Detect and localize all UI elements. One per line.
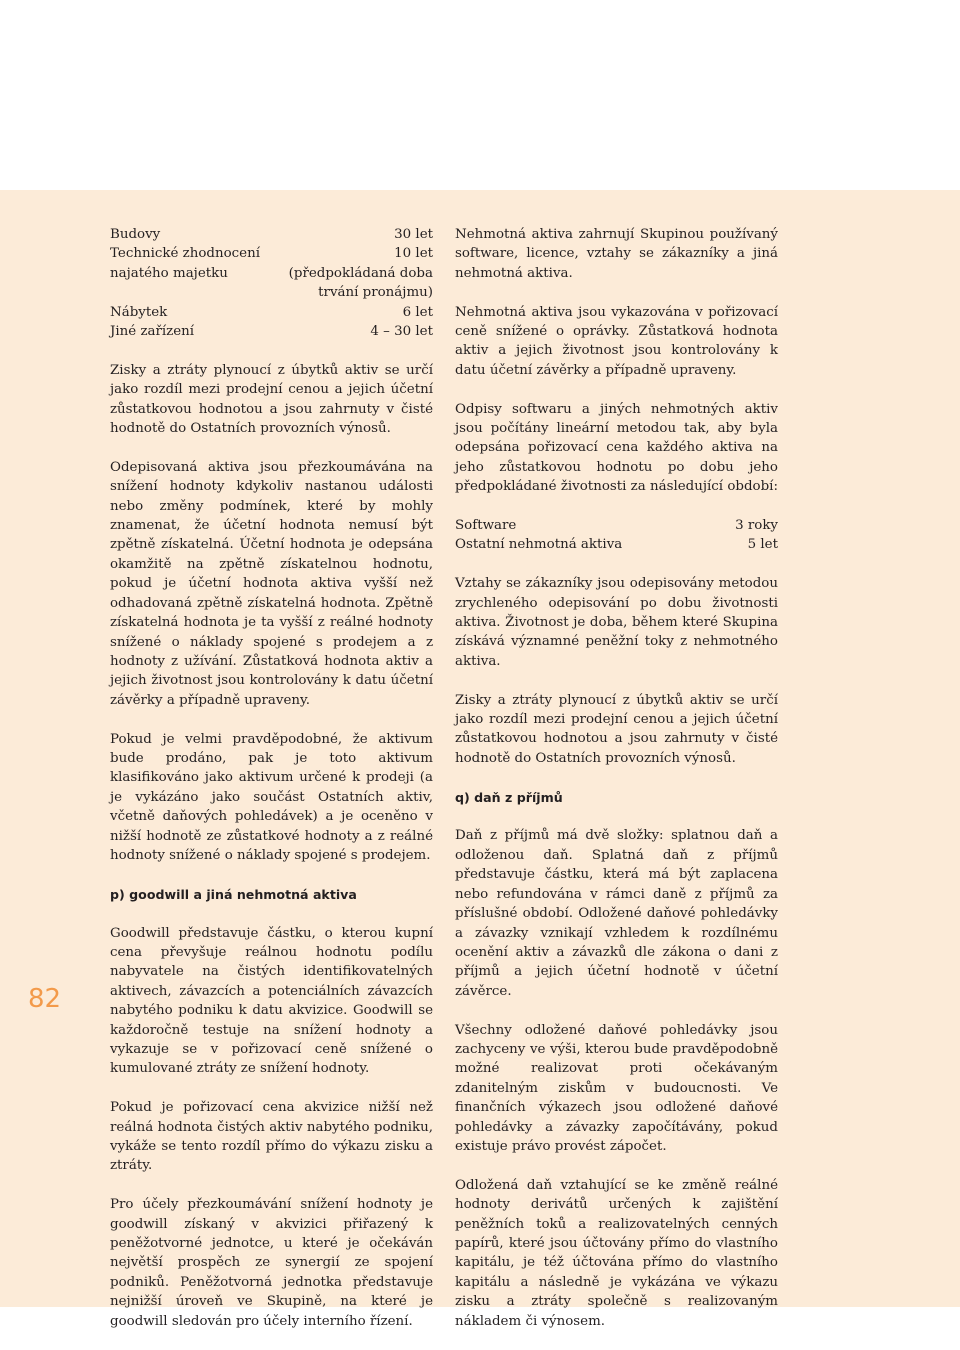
table-row <box>455 535 778 554</box>
tangible-assets-life-table <box>110 225 433 341</box>
asset-label: Jiné zařízení <box>110 324 195 340</box>
asset-label: Nábytek <box>110 304 168 320</box>
paragraph: Všechny odložené daňové pohledávky jsou zachyceny ve výši, kterou bude pravděpodobně možné realizovat proti očekávaným zdanitelným ziskům v budoucnosti. Ve finančních výkazech jsou odložené daňové pohledávky a závazky započítávány, pokud existuje právo provést zápočet. <box>455 1022 778 1154</box>
intangible-assets-life-table <box>455 516 778 555</box>
paragraph: Nehmotná aktiva zahrnují Skupinou používaný software, licence, vztahy se zákazníky a jiná nehmotná aktiva. <box>455 227 778 281</box>
asset-label: Ostatní nehmotná aktiva <box>455 537 623 553</box>
asset-label: Budovy <box>110 227 161 242</box>
paragraph: Goodwill představuje částku, o kterou kupní cena převyšuje reálnou hodnotu podílu nabyvatele na čistých identifikovatelných aktivech, závazcích a potenciálních závazcích nabytého podniku k datu akvizice. Goodwill se každoročně testuje na snížení hodnoty a vykazuje se v pořizovací ceně snížené o kumulované ztráty ze snížení hodnoty. <box>110 925 433 1077</box>
paragraph: Nehmotná aktiva jsou vykazována v pořizovací ceně snížené o oprávky. Zůstatková hodnota aktiv a jejich životnost jsou kontrolovány k datu účetní závěrky a případně upraveny. <box>455 304 778 378</box>
asset-life: 30 let <box>394 227 433 242</box>
asset-life: 5 let <box>747 537 778 553</box>
paragraph: Vztahy se zákazníky jsou odepisovány metodou zrychleného odepisování po dobu životnosti aktiva. Životnost je doba, během které Skupina získává významné peněžní toky z nehmotného aktiva. <box>455 576 778 669</box>
table-row <box>110 244 433 302</box>
paragraph: Zisky a ztráty plynoucí z úbytků aktiv se určí jako rozdíl mezi prodejní cenou a jejich účetní zůstatkovou hodnotou a jsou zahrnuty v čisté hodnotě do Ostatních provozních výnosů. <box>110 362 433 437</box>
paragraph: Daň z příjmů má dvě složky: splatnou daň a odloženou daň. Splatná daň z příjmů představuje částku, která má být zaplacena nebo refundována v rámci daně z příjmů za příslušné období. Odložené daňové pohledávky a závazky vznikají vzhledem k rozdílnému ocenění aktiv a závazků dle zákona o dani z příjmů a jejich účetní hodnotě v účetní závěrce. <box>455 828 778 999</box>
section-heading-q: q) daň z příjmů <box>455 789 563 805</box>
section-heading-p: p) goodwill a jiná nehmotná aktiva <box>110 886 357 902</box>
table-row <box>455 516 778 535</box>
table-row <box>110 322 433 341</box>
paragraph: Odepisovaná aktiva jsou přezkoumávána na snížení hodnoty kdykoliv nastanou události nebo změny podmínek, které by mohly znamenat, že účetní hodnota nemusí být zpětně získatelná. Účetní hodnota je odepsána okamžitě na zpětně získatelnou hodnotu, pokud je účetní hodnota aktiva vyšší než odhadovaná zpětně získatelná hodnota. Zpětně získatelná hodnota je ta vyšší z reálné hodnoty snížené o náklady spojené s prodejem a z hodnoty z užívání. Zůstatková hodnota aktiv a jejich životnost jsou kontrolovány k datu účetní závěrky a případně upraveny. <box>110 459 433 708</box>
asset-label: Software <box>455 518 517 534</box>
paragraph: Pokud je velmi pravděpodobné, že aktivum bude prodáno, pak je toto aktivum klasifikováno jako aktivum určené k prodeji (a je vykázáno jako součást Ostatních aktiv, včetně daňových pohledávek) a je oceněno v nižší hodnotě ze zůstatkové hodnoty a z reálné hodnoty snížené o náklady spojené s prodejem. <box>110 731 433 863</box>
page-number: 82 <box>28 984 62 1014</box>
table-row <box>110 303 433 322</box>
left-column <box>110 225 433 1350</box>
asset-life: 6 let <box>402 304 433 320</box>
table-row <box>110 225 433 244</box>
paragraph: Odložená daň vztahující se ke změně reálné hodnoty derivátů určených k zajištění peněžních toků a realizovatelných cenných papírů, které jsou účtovány přímo do vlastního kapitálu, je též účtována přímo do vlastního kapitálu a následně je vykázána ve výkazu zisku a ztráty společně s realizovaným nákladem či výnosem. <box>455 1177 778 1329</box>
asset-life: 3 roky <box>735 518 778 534</box>
asset-life: 4 – 30 let <box>370 324 433 340</box>
paragraph: Pro účely přezkoumávání snížení hodnoty je goodwill získaný v akvizici přiřazený k peněžotvorné jednotce, u které je očekáván největší prospěch ze synergií ze spojení podniků. Peněžotvorná jednotka představuje nejnižší úroveň ve Skupině, na které je goodwill sledován pro účely interního řízení. <box>110 1197 433 1329</box>
paragraph: Pokud je pořizovací cena akvizice nižší než reálná hodnota čistých aktiv nabytého podniku, vykáže se tento rozdíl přímo do výkazu zisku a ztráty. <box>110 1100 433 1174</box>
asset-label: Technické zhodnocení najatého majetku <box>110 246 260 281</box>
paragraph: Zisky a ztráty plynoucí z úbytků aktiv se určí jako rozdíl mezi prodejní cenou a jejich účetní zůstatkovou hodnotou a jsou zahrnuty v čisté hodnotě do Ostatních provozních výnosů. <box>455 692 778 766</box>
right-column <box>455 225 778 1350</box>
asset-life: 10 let (předpokládaná doba trvání pronájmu) <box>288 246 433 301</box>
paragraph: Odpisy softwaru a jiných nehmotných aktiv jsou počítány lineární metodou tak, aby byla odepsána pořizovací cena každého aktiva na jeho zůstatkovou hodnotu po dobu jeho předpokládané životnosti za následující období: <box>455 401 778 495</box>
